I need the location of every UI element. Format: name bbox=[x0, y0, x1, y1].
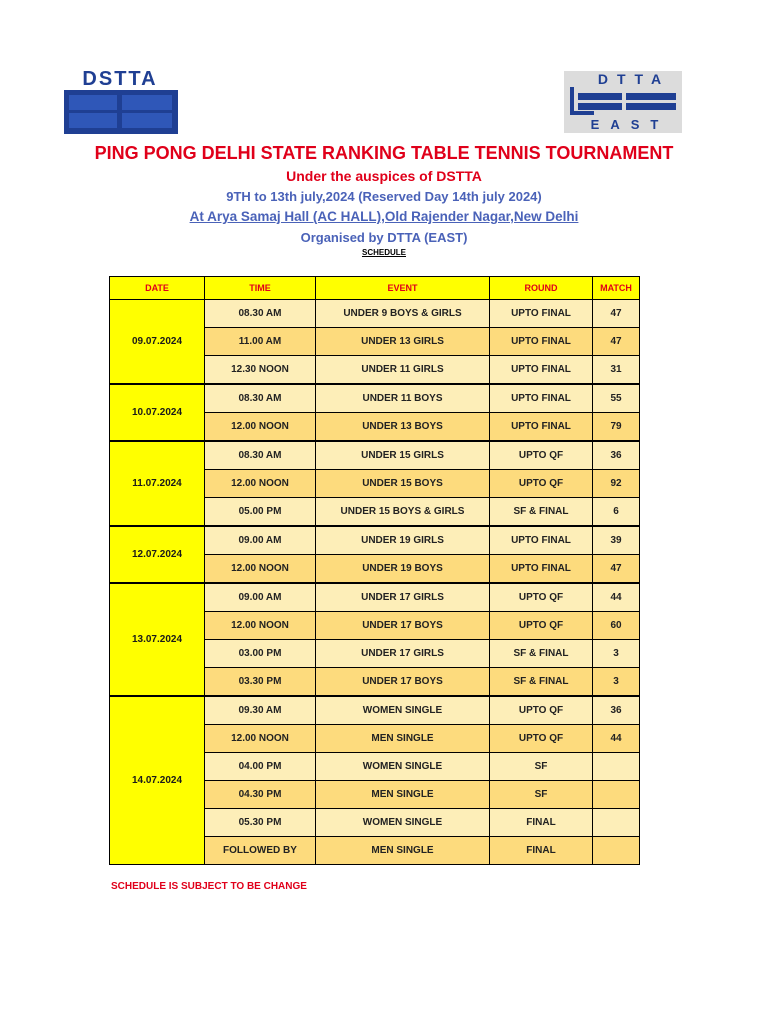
time-cell: 03.00 PM bbox=[205, 640, 316, 668]
schedule-label: SCHEDULE bbox=[361, 248, 406, 257]
time-cell: 08.30 AM bbox=[205, 384, 316, 413]
table-row bbox=[110, 696, 640, 725]
event-cell: UNDER 17 BOYS bbox=[316, 668, 490, 697]
dtta-logo-grid bbox=[570, 87, 678, 115]
date-cell: 11.07.2024 bbox=[110, 441, 205, 526]
event-cell: MEN SINGLE bbox=[316, 781, 490, 809]
time-cell: 11.00 AM bbox=[205, 328, 316, 356]
time-cell: 12.00 NOON bbox=[205, 612, 316, 640]
header-event: EVENT bbox=[316, 277, 490, 300]
match-cell bbox=[593, 809, 640, 837]
match-cell: 79 bbox=[593, 413, 640, 442]
table-row bbox=[110, 583, 640, 612]
time-cell: 05.30 PM bbox=[205, 809, 316, 837]
tournament-title: PING PONG DELHI STATE RANKING TABLE TENNIS TOURNAMENT bbox=[94, 143, 674, 163]
time-cell: 08.30 AM bbox=[205, 300, 316, 328]
event-cell: WOMEN SINGLE bbox=[316, 809, 490, 837]
match-cell: 31 bbox=[593, 356, 640, 385]
time-cell: 12.00 NOON bbox=[205, 555, 316, 584]
match-cell: 47 bbox=[593, 300, 640, 328]
event-cell: UNDER 19 GIRLS bbox=[316, 526, 490, 555]
date-cell: 13.07.2024 bbox=[110, 583, 205, 696]
match-cell: 44 bbox=[593, 583, 640, 612]
event-cell: MEN SINGLE bbox=[316, 725, 490, 753]
time-cell: 09.00 AM bbox=[205, 583, 316, 612]
schedule-table bbox=[109, 276, 640, 865]
time-cell: FOLLOWED BY bbox=[205, 837, 316, 865]
dtta-logo-bottom-text: EAST bbox=[590, 117, 670, 132]
organiser-line: Organised by DTTA (EAST) bbox=[300, 230, 468, 245]
match-cell: 60 bbox=[593, 612, 640, 640]
table-row bbox=[110, 384, 640, 413]
match-cell: 36 bbox=[593, 441, 640, 470]
dstta-logo-text: DSTTA bbox=[82, 68, 158, 90]
time-cell: 09.30 AM bbox=[205, 696, 316, 725]
round-cell: UPTO QF bbox=[490, 696, 593, 725]
time-cell: 04.00 PM bbox=[205, 753, 316, 781]
match-cell bbox=[593, 837, 640, 865]
match-cell bbox=[593, 753, 640, 781]
match-cell bbox=[593, 781, 640, 809]
round-cell: UPTO FINAL bbox=[490, 356, 593, 385]
time-cell: 03.30 PM bbox=[205, 668, 316, 697]
time-cell: 12.00 NOON bbox=[205, 413, 316, 442]
match-cell: 39 bbox=[593, 526, 640, 555]
match-cell: 55 bbox=[593, 384, 640, 413]
round-cell: SF & FINAL bbox=[490, 640, 593, 668]
header-time: TIME bbox=[205, 277, 316, 300]
date-cell: 10.07.2024 bbox=[110, 384, 205, 441]
schedule-note: SCHEDULE IS SUBJECT TO BE CHANGE bbox=[111, 881, 307, 892]
round-cell: UPTO FINAL bbox=[490, 384, 593, 413]
round-cell: UPTO FINAL bbox=[490, 328, 593, 356]
event-cell: UNDER 17 GIRLS bbox=[316, 640, 490, 668]
round-cell: UPTO FINAL bbox=[490, 300, 593, 328]
round-cell: SF bbox=[490, 781, 593, 809]
match-cell: 92 bbox=[593, 470, 640, 498]
event-cell: UNDER 15 BOYS bbox=[316, 470, 490, 498]
dtta-east-logo bbox=[564, 71, 682, 133]
round-cell: FINAL bbox=[490, 809, 593, 837]
table-row bbox=[110, 441, 640, 470]
event-cell: UNDER 15 GIRLS bbox=[316, 441, 490, 470]
round-cell: UPTO QF bbox=[490, 470, 593, 498]
time-cell: 04.30 PM bbox=[205, 781, 316, 809]
event-cell: WOMEN SINGLE bbox=[316, 696, 490, 725]
table-row bbox=[110, 526, 640, 555]
time-cell: 12.00 NOON bbox=[205, 470, 316, 498]
match-cell: 47 bbox=[593, 328, 640, 356]
event-cell: UNDER 15 BOYS & GIRLS bbox=[316, 498, 490, 527]
header-date: DATE bbox=[110, 277, 205, 300]
match-cell: 36 bbox=[593, 696, 640, 725]
header-round: ROUND bbox=[490, 277, 593, 300]
table-row bbox=[110, 300, 640, 328]
event-cell: UNDER 11 BOYS bbox=[316, 384, 490, 413]
time-cell: 08.30 AM bbox=[205, 441, 316, 470]
event-cell: UNDER 11 GIRLS bbox=[316, 356, 490, 385]
round-cell: UPTO QF bbox=[490, 612, 593, 640]
event-cell: MEN SINGLE bbox=[316, 837, 490, 865]
match-cell: 6 bbox=[593, 498, 640, 527]
time-cell: 09.00 AM bbox=[205, 526, 316, 555]
round-cell: UPTO QF bbox=[490, 441, 593, 470]
event-cell: UNDER 13 GIRLS bbox=[316, 328, 490, 356]
round-cell: UPTO FINAL bbox=[490, 526, 593, 555]
table-header-row bbox=[110, 277, 640, 300]
header-match: MATCH bbox=[593, 277, 640, 300]
date-cell: 09.07.2024 bbox=[110, 300, 205, 385]
event-cell: UNDER 17 BOYS bbox=[316, 612, 490, 640]
dates-line: 9TH to 13th july,2024 (Reserved Day 14th july 2024) bbox=[226, 189, 542, 204]
dtta-logo-top-text: DTTA bbox=[597, 71, 671, 87]
round-cell: SF & FINAL bbox=[490, 668, 593, 697]
round-cell: FINAL bbox=[490, 837, 593, 865]
schedule-body bbox=[110, 300, 640, 865]
event-cell: UNDER 17 GIRLS bbox=[316, 583, 490, 612]
match-cell: 44 bbox=[593, 725, 640, 753]
auspices-line: Under the auspices of DSTTA bbox=[286, 168, 482, 184]
venue-line: At Arya Samaj Hall (AC HALL),Old Rajender Nagar,New Delhi bbox=[189, 209, 579, 224]
event-cell: UNDER 13 BOYS bbox=[316, 413, 490, 442]
dstta-logo bbox=[64, 70, 176, 132]
match-cell: 3 bbox=[593, 640, 640, 668]
event-cell: UNDER 9 BOYS & GIRLS bbox=[316, 300, 490, 328]
event-cell: WOMEN SINGLE bbox=[316, 753, 490, 781]
round-cell: UPTO QF bbox=[490, 583, 593, 612]
date-cell: 14.07.2024 bbox=[110, 696, 205, 865]
round-cell: SF & FINAL bbox=[490, 498, 593, 527]
date-cell: 12.07.2024 bbox=[110, 526, 205, 583]
event-cell: UNDER 19 BOYS bbox=[316, 555, 490, 584]
time-cell: 12.30 NOON bbox=[205, 356, 316, 385]
match-cell: 3 bbox=[593, 668, 640, 697]
dstta-logo-grid bbox=[64, 90, 178, 134]
round-cell: UPTO FINAL bbox=[490, 413, 593, 442]
time-cell: 05.00 PM bbox=[205, 498, 316, 527]
round-cell: UPTO QF bbox=[490, 725, 593, 753]
round-cell: UPTO FINAL bbox=[490, 555, 593, 584]
match-cell: 47 bbox=[593, 555, 640, 584]
round-cell: SF bbox=[490, 753, 593, 781]
time-cell: 12.00 NOON bbox=[205, 725, 316, 753]
